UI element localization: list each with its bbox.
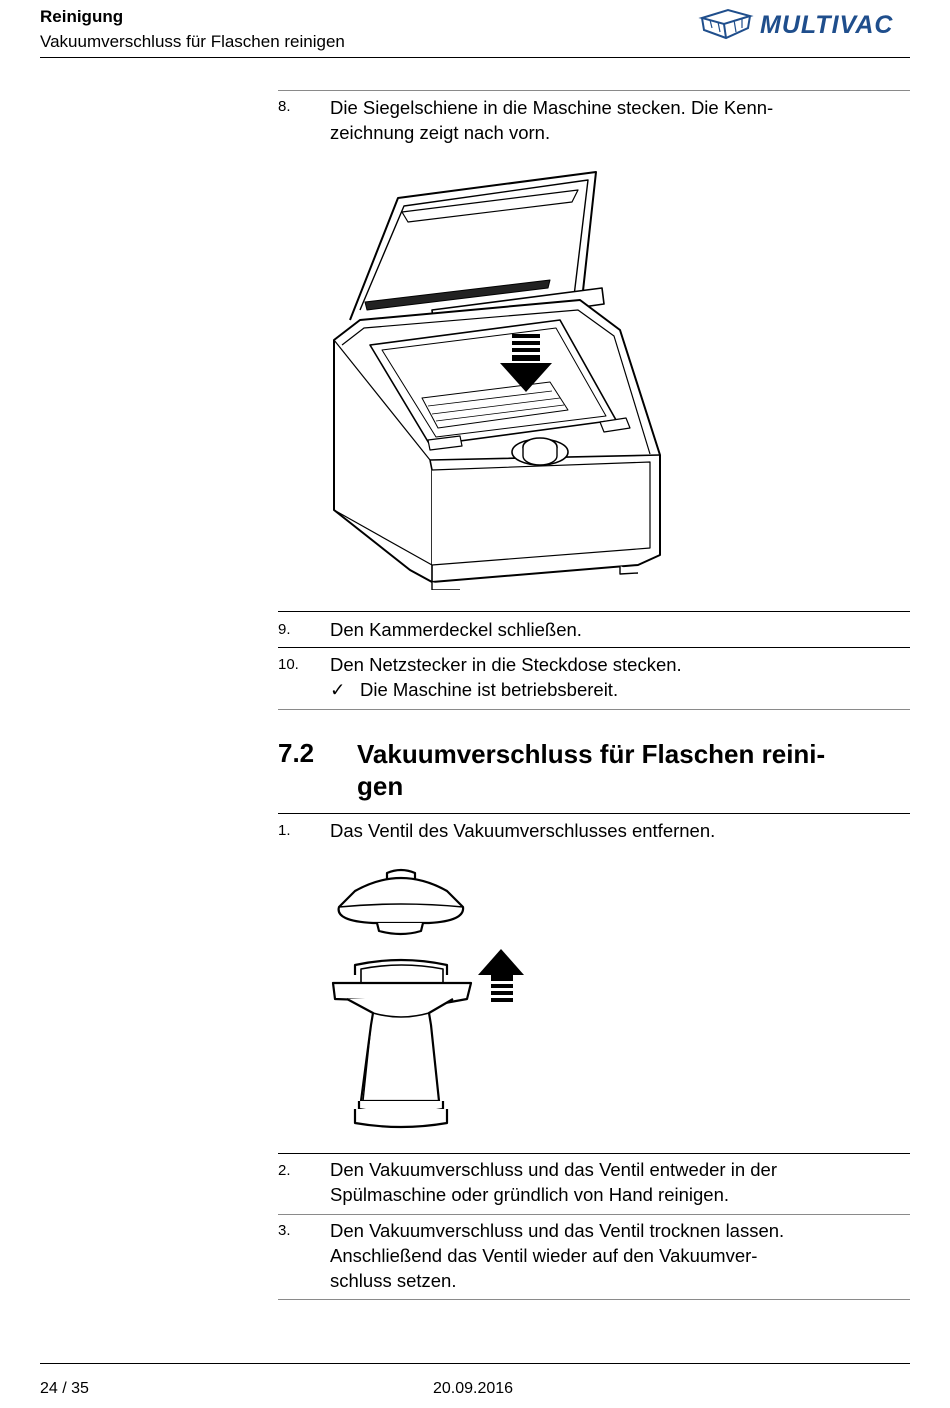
arrow-up-icon — [478, 949, 524, 1002]
page-subtitle: Vakuumverschluss für Flaschen reinigen — [40, 32, 345, 51]
multivac-logo — [698, 6, 912, 42]
divider — [278, 709, 910, 710]
divider — [278, 1299, 910, 1300]
step-text: Den Vakuumverschluss und das Ventil entweder in der Spülmaschine oder gründlich von Hand reinigen. — [330, 1159, 777, 1205]
step-number: 1. — [278, 822, 291, 839]
page-number: 24 / 35 — [40, 1380, 89, 1397]
bottle-closure-illustration — [325, 865, 535, 1135]
divider — [278, 611, 910, 612]
logo-wordmark: MULTIVAC — [760, 11, 894, 39]
divider — [278, 90, 910, 91]
step-text: Das Ventil des Vakuumverschlusses entfernen. — [330, 820, 716, 841]
section-number: 7.2 — [278, 738, 315, 768]
machine-illustration — [320, 170, 670, 590]
check-icon: ✓ — [330, 679, 346, 700]
divider — [278, 1214, 910, 1215]
step-number: 9. — [278, 621, 291, 638]
step-text: Den Vakuumverschluss und das Ventil trocknen lassen. Anschließend das Ventil wieder auf den Vakuumver- schluss setzen. — [330, 1220, 785, 1291]
chapter-title: Reinigung — [40, 7, 124, 26]
step-text: Den Netzstecker in die Steckdose stecken. — [330, 654, 682, 675]
divider — [278, 813, 910, 814]
step-number: 2. — [278, 1162, 291, 1179]
step-number: 10. — [278, 656, 299, 673]
header-rule — [40, 57, 910, 58]
document-date: 20.09.2016 — [433, 1380, 514, 1397]
step-text: Die Siegelschiene in die Maschine stecken. Die Kenn- zeichnung zeigt nach vorn. — [330, 97, 774, 143]
tray-logo-icon — [702, 10, 750, 38]
step-number: 3. — [278, 1222, 291, 1239]
step-text: Den Kammerdeckel schließen. — [330, 619, 582, 640]
divider — [278, 647, 910, 648]
result-line — [330, 677, 618, 702]
result-text: Die Maschine ist betriebsbereit. — [360, 679, 619, 700]
section-title: Vakuumverschluss für Flaschen reini- gen — [357, 739, 826, 801]
divider — [278, 1153, 910, 1154]
step-number: 8. — [278, 98, 291, 115]
footer-rule — [40, 1363, 910, 1364]
